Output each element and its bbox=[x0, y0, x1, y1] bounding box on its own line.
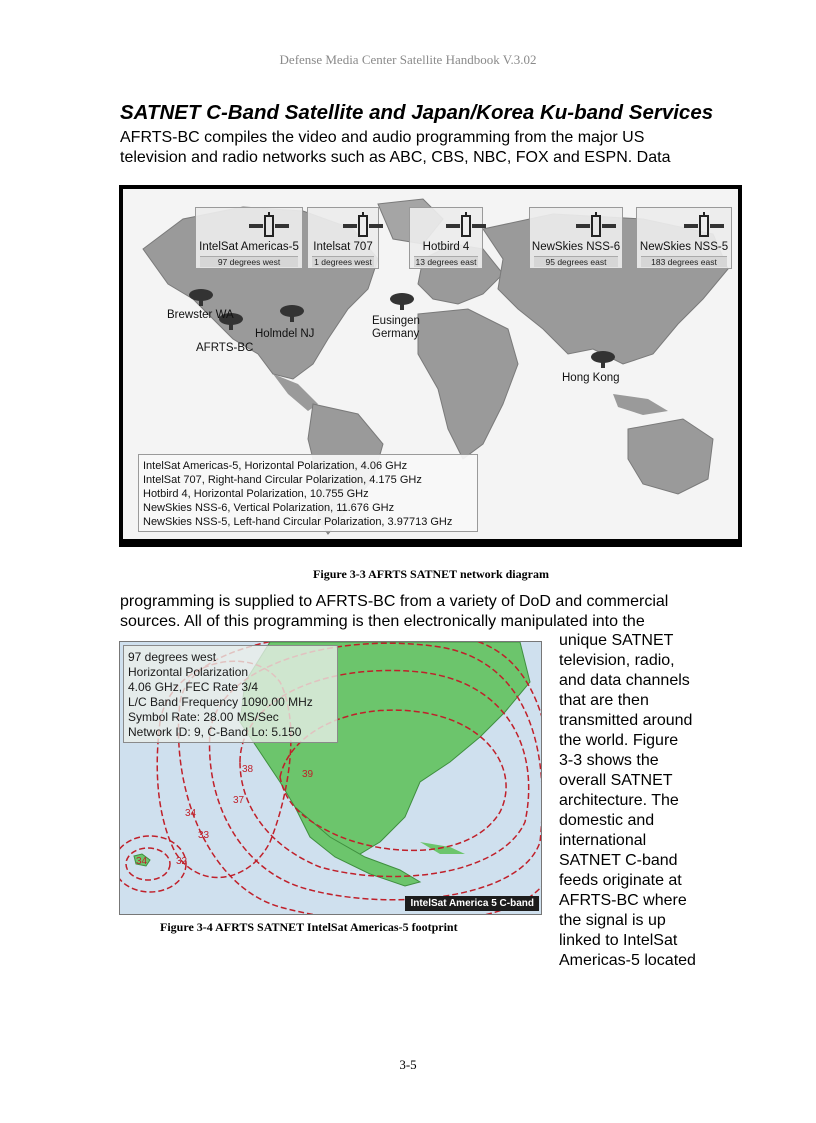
figure-3-4-caption: Figure 3-4 AFRTS SATNET IntelSat Americas-5 footprint bbox=[160, 920, 458, 934]
wrapped-text-column bbox=[559, 631, 709, 971]
satellite-position: 13 degrees east bbox=[415, 257, 477, 267]
satellite-name: Hotbird 4 bbox=[422, 241, 470, 253]
contour-label-39: 39 bbox=[302, 769, 314, 780]
paragraph-line: programming is supplied to AFRTS-BC from a variety of DoD and commercial bbox=[120, 593, 669, 610]
column-line: SATNET C-band bbox=[559, 852, 678, 869]
column-line: unique SATNET bbox=[559, 632, 674, 649]
satellite-name: NewSkies NSS-5 bbox=[639, 241, 729, 253]
frequency-line: Hotbird 4, Horizontal Polarization, 10.755 GHz bbox=[143, 488, 369, 500]
contour-label-34-hawaii: 34 bbox=[136, 856, 148, 867]
satellite-box-intelsat-707 bbox=[307, 207, 379, 269]
section-title: SATNET C-Band Satellite and Japan/Korea Ku-band Services bbox=[120, 101, 714, 124]
contour-label-34: 34 bbox=[185, 808, 197, 819]
contour-label-33: 33 bbox=[198, 830, 210, 841]
satellite-box-hotbird-4 bbox=[409, 207, 483, 269]
frequency-legend bbox=[138, 454, 478, 532]
footprint-info-line: L/C Band Frequency 1090.00 MHz bbox=[128, 695, 313, 709]
satellite-box-intelsat-americas5 bbox=[195, 207, 303, 269]
satellite-name: NewSkies NSS-6 bbox=[531, 241, 621, 253]
column-line: overall SATNET bbox=[559, 772, 673, 789]
contour-label-38: 38 bbox=[242, 764, 254, 775]
frequency-line: IntelSat Americas-5, Horizontal Polarization, 4.06 GHz bbox=[143, 460, 408, 472]
footprint-info-line: Network ID: 9, C-Band Lo: 5.150 bbox=[128, 725, 302, 739]
satellite-name: IntelSat Americas-5 bbox=[199, 241, 299, 253]
satellite-position: 95 degrees east bbox=[534, 256, 618, 267]
satellite-position: 97 degrees west bbox=[200, 256, 298, 267]
footprint-info-line: 4.06 GHz, FEC Rate 3/4 bbox=[128, 680, 259, 694]
column-line: domestic and bbox=[559, 812, 655, 829]
footprint-info-box bbox=[123, 645, 338, 743]
contour-label-32: 32 bbox=[176, 856, 188, 867]
intro-line: AFRTS-BC compiles the video and audio programming from the major US bbox=[120, 129, 645, 146]
frequency-line: IntelSat 707, Right-hand Circular Polarization, 4.175 GHz bbox=[143, 474, 422, 486]
column-line: feeds originate at bbox=[559, 872, 682, 889]
station-label-afrts: AFRTS-BC bbox=[196, 342, 254, 354]
station-label-germany: Germany bbox=[372, 328, 420, 340]
footprint-badge: IntelSat America 5 C-band bbox=[405, 896, 539, 911]
station-label-brewster: Brewster WA bbox=[167, 309, 234, 321]
station-label-hongkong: Hong Kong bbox=[562, 372, 620, 384]
column-line: the world. Figure bbox=[559, 732, 679, 749]
footprint-info-line: 97 degrees west bbox=[128, 650, 217, 664]
footprint-info-line: Symbol Rate: 28.00 MS/Sec bbox=[128, 710, 279, 724]
frequency-line: NewSkies NSS-5, Left-hand Circular Polarization, 3.97713 GHz bbox=[143, 516, 453, 528]
paragraph-line: sources. All of this programming is then electronically manipulated into the bbox=[120, 613, 645, 630]
intelsat-footprint-map bbox=[119, 641, 542, 915]
column-line: linked to IntelSat bbox=[559, 932, 678, 949]
satellite-position: 1 degrees west bbox=[312, 256, 374, 267]
column-line: AFRTS-BC where bbox=[559, 892, 687, 909]
world-map bbox=[123, 189, 738, 539]
column-line: international bbox=[559, 832, 647, 849]
station-label-holmdel: Holmdel NJ bbox=[255, 328, 315, 340]
column-line: that are then bbox=[559, 692, 649, 709]
satellite-position: 183 degrees east bbox=[641, 256, 727, 267]
page-number: 3-5 bbox=[399, 1057, 417, 1072]
paragraph-2 bbox=[120, 592, 720, 632]
intro-paragraph bbox=[120, 128, 710, 168]
figure-3-3-caption: Figure 3-3 AFRTS SATNET network diagram bbox=[313, 567, 549, 581]
contour-label-37: 37 bbox=[233, 795, 245, 806]
footprint-info-line: Horizontal Polarization bbox=[128, 665, 249, 679]
column-line: television, radio, bbox=[559, 652, 675, 669]
running-header: Defense Media Center Satellite Handbook V.3.02 bbox=[279, 52, 537, 67]
station-label-eusingen: Eusingen bbox=[372, 315, 420, 327]
column-line: Americas-5 located bbox=[559, 952, 696, 969]
satellite-box-newskies-nss6 bbox=[529, 207, 623, 269]
intro-line: television and radio networks such as ABC, CBS, NBC, FOX and ESPN. Data bbox=[120, 149, 671, 166]
satellite-name: Intelsat 707 bbox=[313, 241, 373, 253]
column-line: architecture. The bbox=[559, 792, 679, 809]
satellite-box-newskies-nss5 bbox=[636, 207, 732, 269]
column-line: 3-3 shows the bbox=[559, 752, 659, 769]
frequency-line: NewSkies NSS-6, Vertical Polarization, 11.676 GHz bbox=[143, 502, 395, 514]
column-line: transmitted around bbox=[559, 712, 693, 729]
column-line: and data channels bbox=[559, 672, 690, 689]
satnet-network-diagram bbox=[119, 185, 742, 547]
column-line: the signal is up bbox=[559, 912, 666, 929]
